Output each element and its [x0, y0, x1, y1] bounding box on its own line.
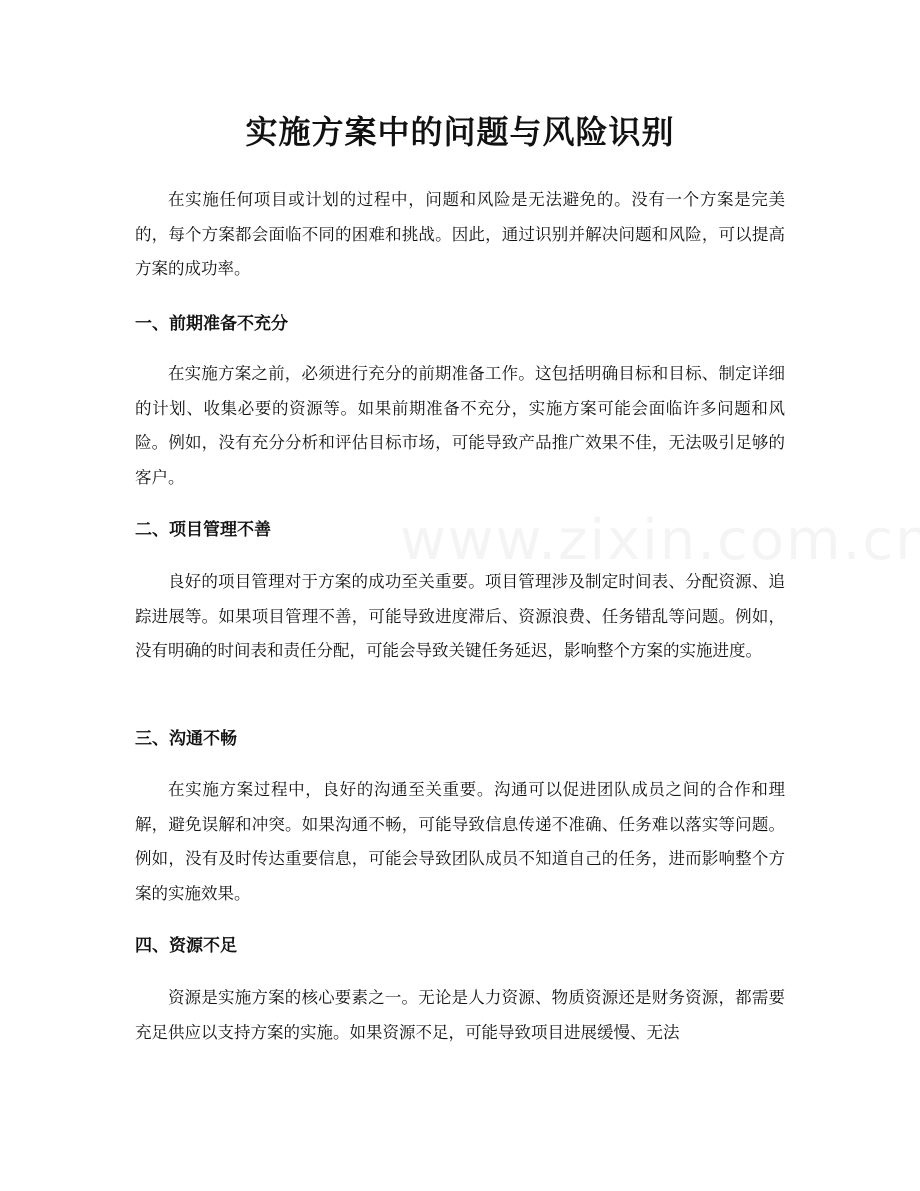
section-heading-3: 三、沟通不畅	[135, 729, 237, 749]
section-body-4: 资源是实施方案的核心要素之一。无论是人力资源、物质资源还是财务资源，都需要充足供应以支持方案的实施。如果资源不足，可能导致项目进展缓慢、无法	[135, 988, 785, 1042]
section-body-3: 在实施方案过程中，良好的沟通至关重要。沟通可以促进团队成员之间的合作和理解，避免误解和冲突。如果沟通不畅，可能导致信息传递不准确、任务难以落实等问题。例如，没有及时传达重要信息，可能会导致团队成员不知道自己的任务，进而影响整个方案的实施效果。	[135, 780, 785, 903]
section-body-1: 在实施方案之前，必须进行充分的前期准备工作。这包括明确目标和目标、制定详细的计划、收集必要的资源等。如果前期准备不充分，实施方案可能会面临许多问题和风险。例如，没有充分分析和评估目标市场，可能导致产品推广效果不佳，无法吸引足够的客户。	[135, 364, 785, 487]
watermark	[400, 508, 920, 573]
section-heading-4: 四、资源不足	[135, 936, 237, 956]
section-heading-2: 二、项目管理不善	[135, 520, 271, 540]
page-title: 实施方案中的问题与风险识别	[245, 113, 675, 151]
section-heading-1: 一、前期准备不充分	[135, 314, 288, 334]
section-body-2: 良好的项目管理对于方案的成功至关重要。项目管理涉及制定时间表、分配资源、追踪进展等。如果项目管理不善，可能导致进度滞后、资源浪费、任务错乱等问题。例如，没有明确的时间表和责任分配，可能会导致关键任务延迟，影响整个方案的实施进度。	[135, 572, 785, 660]
intro-paragraph: 在实施任何项目或计划的过程中，问题和风险是无法避免的。没有一个方案是完美的，每个方案都会面临不同的困难和挑战。因此，通过识别并解决问题和风险，可以提高方案的成功率。	[135, 190, 785, 278]
